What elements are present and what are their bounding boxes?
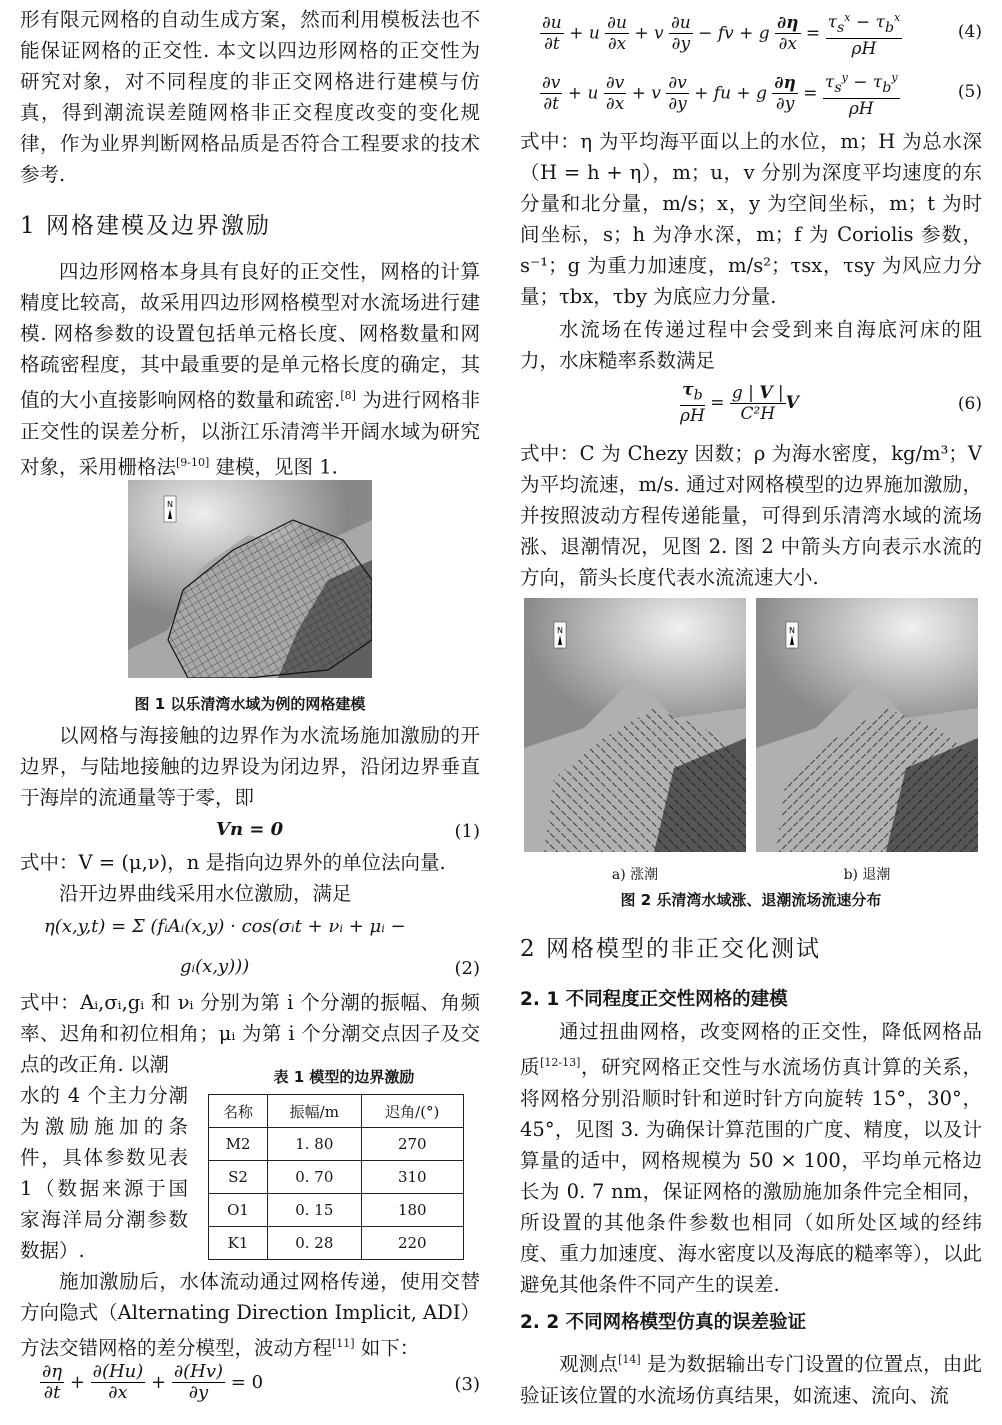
table-row: M2 1. 80 270 [209,1128,464,1161]
table-header: 名称 [209,1095,268,1128]
section-2-2-paragraph: 观测点[14] 是为数据输出专门设置的位置点，由此验证该位置的水流场仿真结果，如流速、流向、流 [520,1352,982,1407]
table-row: K1 0. 28 220 [209,1227,464,1260]
citation-8: [8] [340,389,356,402]
figure-1-caption: 图 1 以乐清湾水域为例的网格建模 [134,695,366,713]
citation-11: [11] [332,1337,355,1350]
tide-paragraph: 水的 4 个主力分潮为激励施加的条件，具体参数见表 1（数据来源于国家海洋局分潮参数数据）. [20,1084,188,1262]
eq6-explanation: 式中：C 为 Chezy 因数；ρ 为海水密度，kg/m³；V 为平均流速，m/s. 通过对网格模型的边界施加激励，并按照波动方程传递能量，可得到乐清湾水域的流场涨、退潮情况，见图 2. 图 2 中箭头方向表示水流的方向，箭头长度代表水流流速大小. [520,442,982,589]
section-2-1-paragraph: 通过扭曲网格，改变网格的正交性，降低网格品质[12-13]，研究网格正交性与水流场仿真计算的关系，将网格分别沿顺时针和逆时针方向旋转 15°，30°，45°，见图 3. 为确保计算范围的广度、精度，以及计算量的适中，网格规模为 50 × 100，平均单元格边长为 0. 7 nm，保证网格的激励施加条件完全相同，所设置的其他条件参数也相同（如所处区域的经纬度、重力加速度、海水密度以及海底的糙率等），以此避免其他条件不同产生的误差. [520,1020,982,1296]
figure-1-grid-map [128,480,372,678]
intro-paragraph: 形有限元网格的自动生成方案，然而利用模板法也不能保证网格的正交性. 本文以四边形网格的正交性为研究对象，对不同程度的非正交网格进行建模与仿真，得到潮流误差随网格非正交程度改变的变化规律，作为业界判断网格品质是否符合工程要求的技术参考. [20,8,480,186]
boundary-paragraph: 以网格与海接触的边界作为水流场施加激励的开边界，与陆地接触的边界设为闭边界，沿闭边界垂直于海岸的流通量等于零，即 [20,724,480,809]
north-label: N [167,500,173,509]
table-header: 迟角/(°) [361,1095,463,1128]
figure-2b-ebb-tide-map [756,598,978,852]
table-1-caption: 表 1 模型的边界激励 [273,1068,415,1086]
figure-2b-label: b) 退潮 [843,867,891,883]
figure-2-caption: 图 2 乐清湾水域涨、退潮流场流速分布 [620,891,882,909]
citation-12-13: [12-13] [540,1056,581,1069]
section-1-paragraph: 四边形网格本身具有良好的正交性，网格的计算精度比较高，故采用四边形网格模型对水流场进行建模. 网格参数的设置包括单元格长度、网格数量和网格疏密程度，其中最重要的是单元格长度的确定，其值的大小直接影响网格的数量和疏密.[8] 为进行网格非正交性的误差分析，以浙江乐清湾半开阔水域为研究对象，采用栅格法[9-10] 建模，见图 1. [20,260,481,478]
eq2-explanation: 式中：Aᵢ,σᵢ,gᵢ 和 νᵢ 分别为第 i 个分潮的振幅、角频率、迟角和初位相角；μᵢ 为第 i 个分潮交点因子及交点的改正角. 以潮 [20,991,480,1076]
equation-6: $\frac{\tau_b}{\rho H}$ = $\frac{g | V |}{\text{C²H}}$ V (6) [680,380,982,427]
eq1-explanation: 式中：V = (μ,ν)，n 是指向边界外的单位法向量. [20,851,446,874]
section-1-title: 1 网格建模及边界激励 [20,213,271,239]
adi-paragraph: 施加激励后，水体流动通过网格传递，使用交替方向隐式（Alternating Direction Implicit, ADI）方法交错网格的差分模型，波动方程[11] 如下： [20,1270,480,1360]
svg-text:N: N [789,626,795,635]
equation-4: $\frac{\partial u}{\partial t}$ + u $\frac{\partial u}{\partial x}$ + v $\frac{\partial u}{\partial y}$ − fv + g $\frac{\partial\eta}{\partial x}$ = $\frac{\tau_s^x - \tau_b^x}{\rho H}$ (4) [540,8,982,58]
subsection-2-1-title: 2. 1 不同程度正交性网格的建模 [520,989,788,1010]
table-row: O1 0. 15 180 [209,1194,464,1227]
table-1 [208,1094,464,1260]
svg-text:N: N [557,626,563,635]
roughness-paragraph: 水流场在传递过程中会受到来自海底河床的阻力，水床糙率系数满足 [520,318,982,372]
subsection-2-2-title: 2. 2 不同网格模型仿真的误差验证 [520,1312,807,1333]
equation-5: $\frac{\partial v}{\partial t}$ + u $\frac{\partial v}{\partial x}$ + v $\frac{\partial v}{\partial y}$ + fu + g $\frac{\partial\eta}{\partial y}$ = $\frac{\tau_s^y - \tau_b^y}{\rho H}$ (5) [540,68,982,118]
equation-3: $\frac{\partial\eta}{\partial t}$ + $\frac{\partial(Hu)}{\partial x}$ + $\frac{\partial(Hv)}{\partial y}$ = 0 (3) [42,1361,480,1403]
figure-2a-flood-tide-map [524,598,746,852]
section-2-title: 2 网格模型的非正交化测试 [520,936,821,962]
figure-2a-label: a) 涨潮 [611,867,659,883]
table-header: 振幅/m [268,1095,362,1128]
table-header-row [209,1095,464,1128]
citation-9-10: [9-10] [176,455,210,469]
eq45-explanation: 式中：η 为平均海平面以上的水位，m；H 为总水深（H = h + η），m；u，v 分别为深度平均速度的东分量和北分量，m/s；x，y 为空间坐标，m；t 为时间坐标，s；h 为净水深，m；f 为 Coriolis 参数，s⁻¹；g 为重力加速度，m/s²；τsx，τsy 为风应力分量；τbx，τby 为底应力分量. [520,130,982,308]
equation-1: Vn = 0 (1) [216,819,480,842]
equation-2: η(x,y,t) = Σ (fᵢAᵢ(x,y) · cos(σᵢt + νᵢ + μᵢ − gᵢ(x,y))) (2) [44,916,480,979]
water-level-paragraph: 沿开边界曲线采用水位激励，满足 [59,882,352,905]
citation-14: [14] [618,1353,641,1366]
table-row: S2 0. 70 310 [209,1161,464,1194]
